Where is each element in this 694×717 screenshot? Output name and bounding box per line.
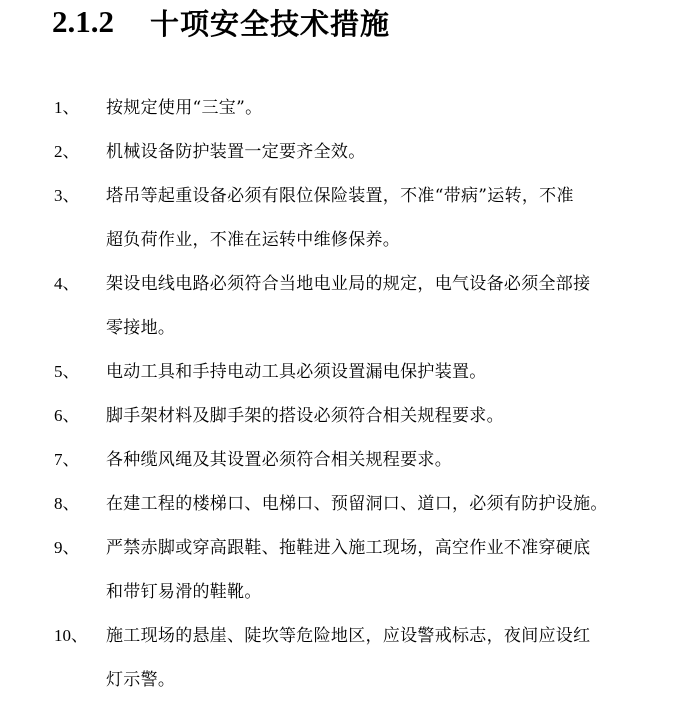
item-text [106,130,654,174]
item-line: 架设电线电路必须符合当地电业局的规定，电气设备必须全部接 [106,274,591,294]
item-index: 3、 [54,186,80,205]
item-line: 超负荷作业，不准在运转中维修保养。 [106,230,401,250]
list-item [0,526,694,614]
item-line: 灯示警。 [106,670,176,690]
section-heading [52,2,390,42]
item-line: 脚手架材料及脚手架的搭设必须符合相关规程要求。 [106,406,504,426]
item-text [106,526,654,614]
item-line: 机械设备防护装置一定要齐全效。 [106,142,366,162]
item-text [106,394,654,438]
item-text [106,262,654,350]
item-text [106,482,654,526]
item-line: 零接地。 [106,318,176,338]
item-index: 9、 [54,538,80,557]
item-line: 在建工程的楼梯口、电梯口、预留洞口、道口，必须有防护设施。 [106,494,608,514]
measures-list [0,86,694,702]
item-index: 4、 [54,274,80,293]
item-index: 2、 [54,142,80,161]
item-line: 严禁赤脚或穿高跟鞋、拖鞋进入施工现场，高空作业不准穿硬底 [106,538,591,558]
item-index: 8、 [54,494,80,513]
list-item [0,174,694,262]
item-index: 6、 [54,406,80,425]
item-text [106,350,654,394]
item-text [106,86,654,130]
list-item [0,130,694,174]
list-item [0,262,694,350]
list-item [0,614,694,702]
item-index: 7、 [54,450,80,469]
item-index: 10、 [54,626,88,645]
item-index: 1、 [54,98,80,117]
item-line: 塔吊等起重设备必须有限位保险装置，不准“带病”运转，不准 [106,186,574,206]
item-line: 各种缆风绳及其设置必须符合相关规程要求。 [106,450,452,470]
list-item [0,482,694,526]
item-text [106,614,654,702]
item-index: 5、 [54,362,80,381]
item-line: 和带钉易滑的鞋靴。 [106,582,262,602]
section-title: 十项安全技术措施 [150,6,391,41]
item-line: 按规定使用“三宝”。 [106,98,263,118]
section-number: 2.1.2 [52,4,114,39]
item-text [106,438,654,482]
list-item [0,394,694,438]
item-line: 电动工具和手持电动工具必须设置漏电保护装置。 [106,362,487,382]
list-item [0,350,694,394]
list-item [0,438,694,482]
item-text [106,174,654,262]
list-item [0,86,694,130]
item-line: 施工现场的悬崖、陡坎等危险地区，应设警戒标志，夜间应设红 [106,626,591,646]
